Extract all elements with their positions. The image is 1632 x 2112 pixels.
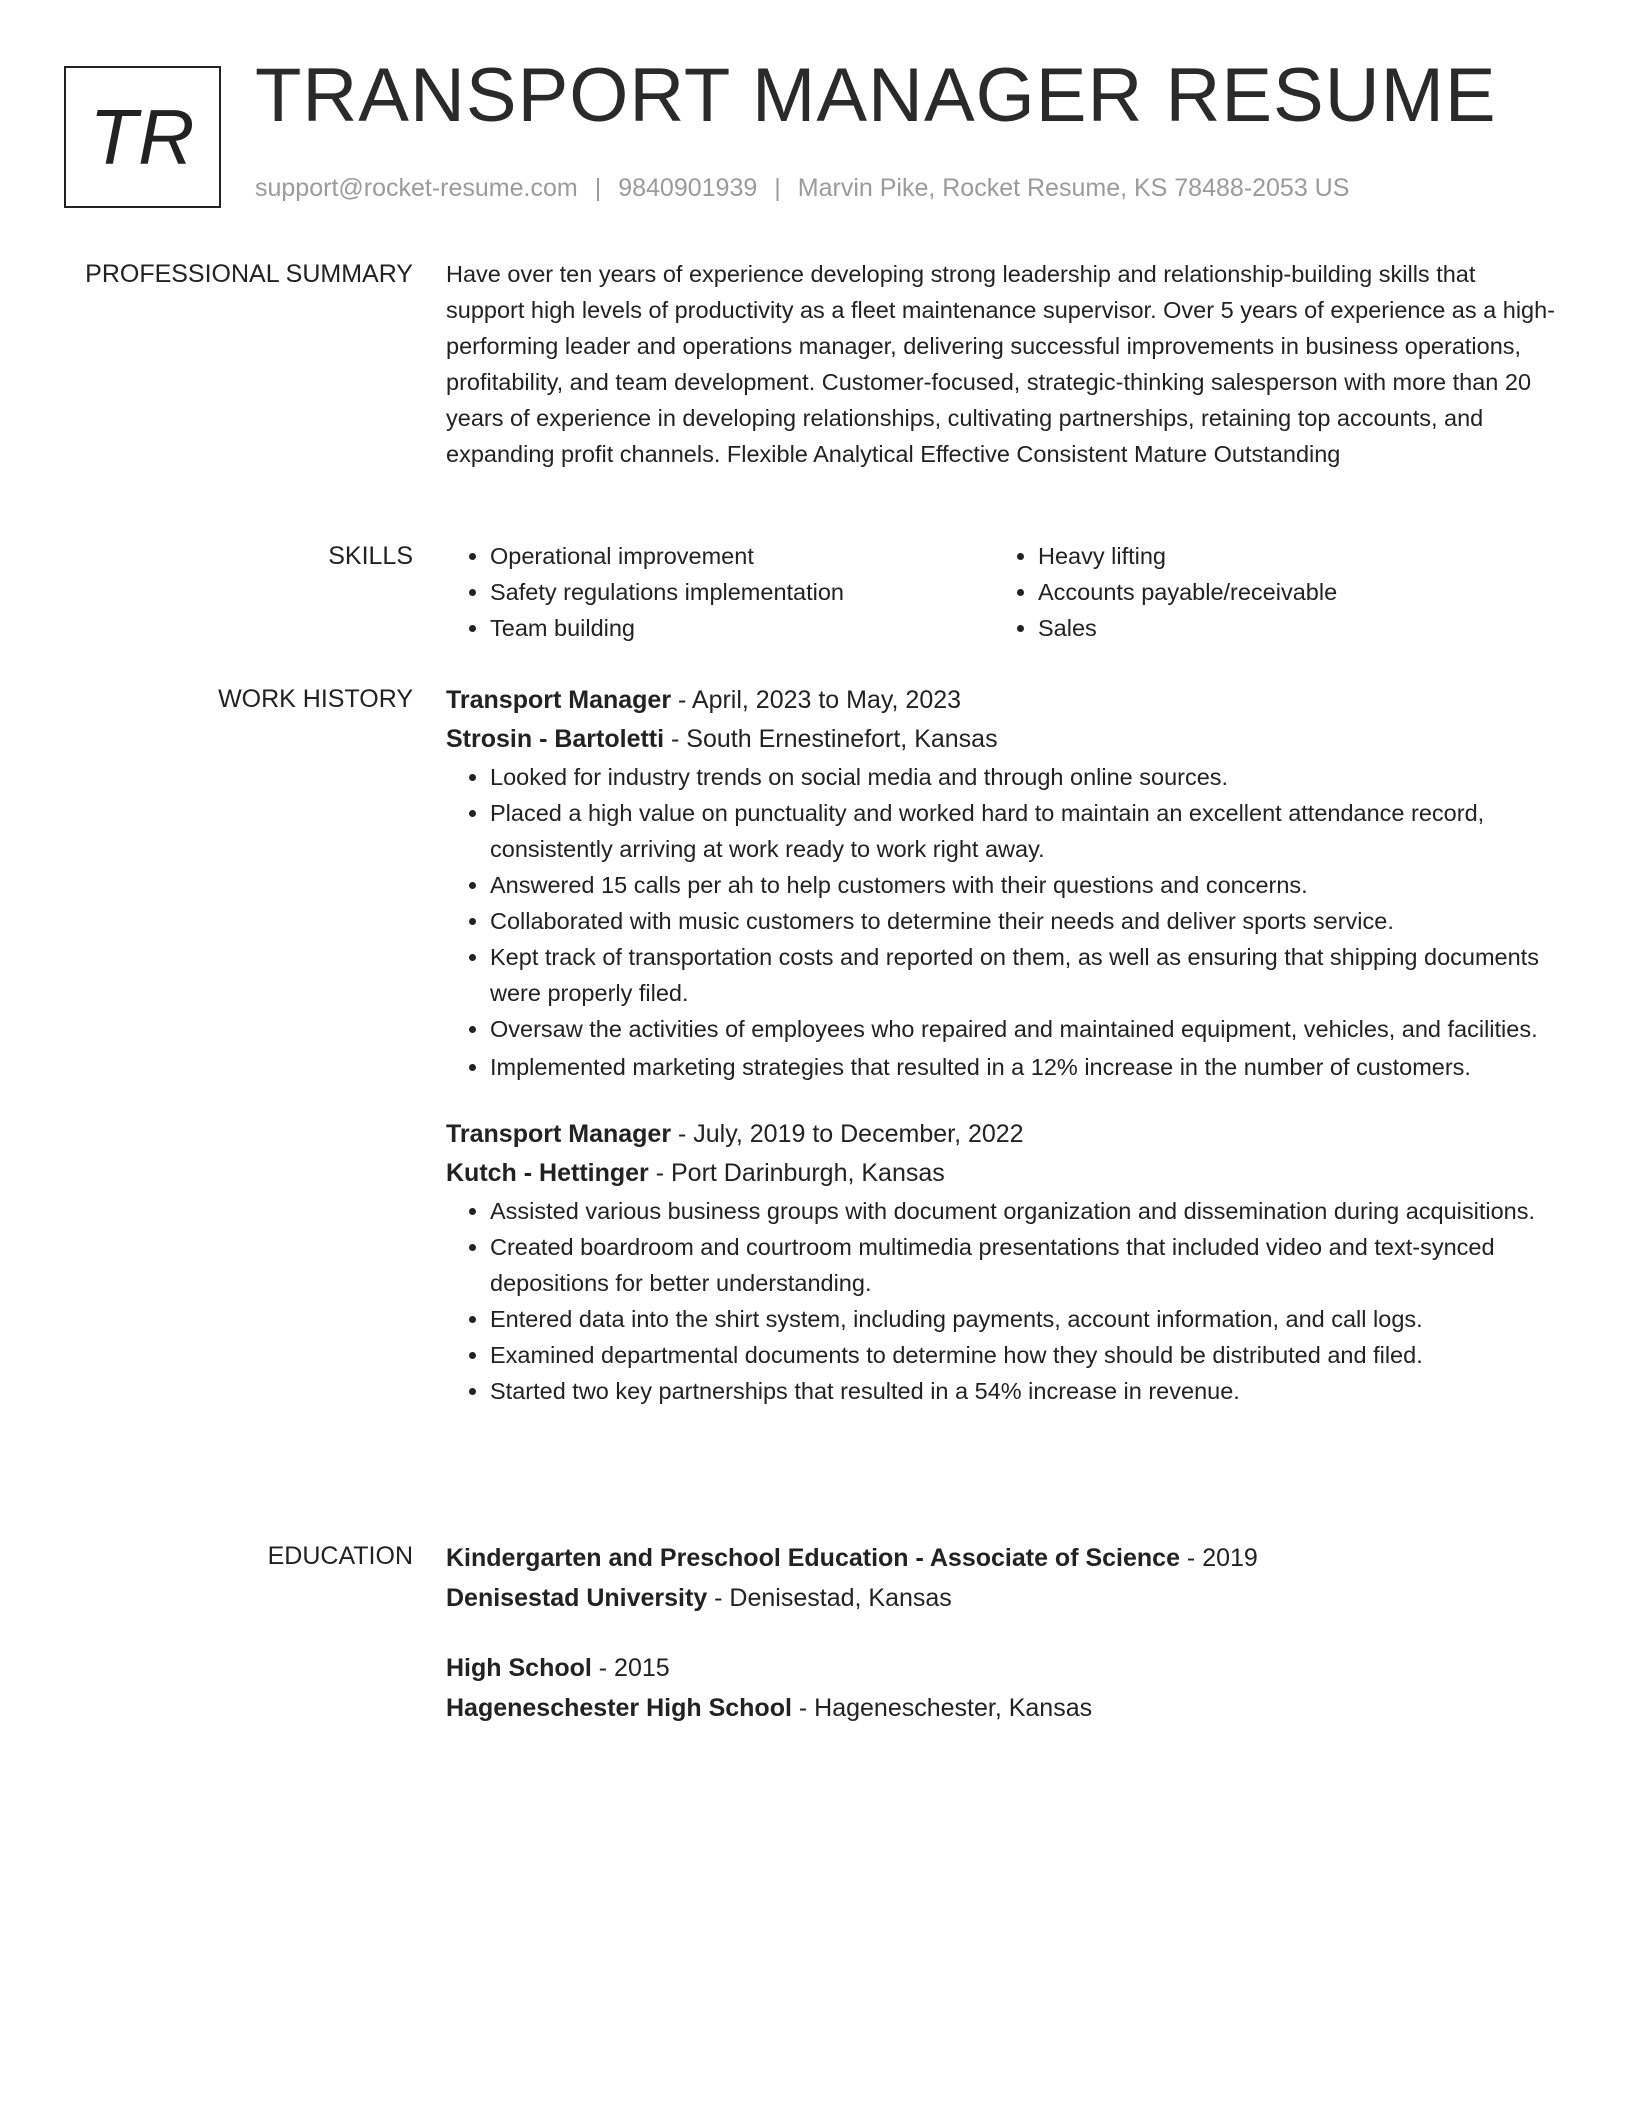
job-bullet-list	[446, 1193, 1560, 1409]
resume-title: TRANSPORT MANAGER RESUME	[255, 53, 1497, 138]
skill-item: • Team building	[490, 610, 994, 646]
skills-grid	[446, 538, 1560, 646]
job-bullet: • Implemented marketing strategies that resulted in a 12% increase in the number of customers.	[490, 1049, 1560, 1085]
education-location: - Denisestad, Kansas	[707, 1584, 952, 1612]
job-title-line	[446, 1115, 1560, 1154]
skills-label: SKILLS	[328, 542, 413, 570]
skills-body	[446, 538, 1560, 646]
contact-line	[255, 176, 1349, 201]
summary-label: PROFESSIONAL SUMMARY	[85, 260, 413, 288]
skill-item: • Sales	[1038, 610, 1542, 646]
skills-column-right	[994, 538, 1542, 646]
education-entry	[446, 1648, 1560, 1728]
job-bullet-list	[446, 759, 1560, 1085]
job-location: - South Ernestinefort, Kansas	[664, 725, 998, 753]
skill-item: • Accounts payable/receivable	[1038, 574, 1542, 610]
education-school: Hageneschester High School	[446, 1694, 792, 1722]
job-bullet: • Placed a high value on punctuality and worked hard to maintain an excellent attendance record, consistently arriving at work ready to work right away.	[490, 795, 1560, 867]
job-company-line	[446, 1154, 1560, 1193]
contact-separator: |	[594, 174, 602, 202]
work-history-label: WORK HISTORY	[218, 685, 413, 713]
job-title: Transport Manager	[446, 686, 672, 714]
job-bullet: • Created boardroom and courtroom multimedia presentations that included video and text-synced depositions for better understanding.	[490, 1229, 1560, 1301]
education-degree-line	[446, 1538, 1560, 1578]
education-degree: Kindergarten and Preschool Education - Associate of Science	[446, 1544, 1180, 1572]
job-bullet: • Answered 15 calls per ah to help customers with their questions and concerns.	[490, 867, 1560, 903]
contact-separator: |	[774, 174, 781, 202]
education-school: Denisestad University	[446, 1584, 708, 1612]
job-bullet: • Started two key partnerships that resulted in a 54% increase in revenue.	[490, 1373, 1560, 1409]
job-company-line	[446, 720, 1560, 759]
contact-email: support@rocket-resume.com	[255, 174, 578, 202]
skill-item: • Operational improvement	[490, 538, 994, 574]
job-bullet: • Oversaw the activities of employees who repaired and maintained equipment, vehicles, and facilities.	[490, 1011, 1560, 1047]
education-degree: High School	[446, 1654, 592, 1682]
job-location: - Port Darinburgh, Kansas	[648, 1159, 945, 1187]
job-bullet: • Kept track of transportation costs and reported on them, as well as ensuring that shipping documents were properly filed.	[490, 939, 1560, 1011]
job-title: Transport Manager	[446, 1120, 672, 1148]
job-bullet: • Looked for industry trends on social media and through online sources.	[490, 759, 1560, 795]
job-company: Kutch - Hettinger	[446, 1159, 649, 1187]
skills-list-right	[994, 538, 1542, 646]
job-bullet: • Assisted various business groups with document organization and dissemination during acquisitions.	[490, 1193, 1560, 1229]
education-year: - 2015	[591, 1654, 670, 1682]
summary-text: Have over ten years of experience developing strong leadership and relationship-building skills that support high levels of productivity as a fleet maintenance supervisor. Over 5 years of experience as a high-performing leader and operations manager, delivering successful improvements in business operations, profitability, and team development. Customer-focused, strategic-thinking salesperson with more than 20 years of experience in developing relationships, cultivating partnerships, retaining top accounts, and expanding profit channels. Flexible Analytical Effective Consistent Mature Outstanding	[446, 261, 1556, 467]
job-dates: - April, 2023 to May, 2023	[671, 686, 962, 714]
job-dates: - July, 2019 to December, 2022	[671, 1120, 1024, 1148]
job-bullet: • Entered data into the shirt system, including payments, account information, and call logs.	[490, 1301, 1560, 1337]
job-entry	[446, 1115, 1560, 1409]
education-label: EDUCATION	[267, 1542, 413, 1570]
job-bullet: • Collaborated with music customers to determine their needs and deliver sports service.	[490, 903, 1560, 939]
education-school-line	[446, 1578, 1560, 1618]
summary-body	[446, 256, 1560, 472]
education-entry	[446, 1538, 1560, 1618]
skills-list-left	[446, 538, 994, 646]
education-school-line	[446, 1688, 1560, 1728]
education-year: - 2019	[1179, 1544, 1258, 1572]
contact-address: Marvin Pike, Rocket Resume, KS 78488-2053 US	[797, 174, 1350, 202]
skill-item: • Heavy lifting	[1038, 538, 1542, 574]
work-history-body	[446, 681, 1560, 1409]
job-title-line	[446, 681, 1560, 720]
monogram-logo	[64, 66, 221, 208]
contact-phone: 9840901939	[618, 174, 758, 202]
job-entry	[446, 681, 1560, 1085]
job-bullet: • Examined departmental documents to determine how they should be distributed and filed.	[490, 1337, 1560, 1373]
skills-column-left	[446, 538, 994, 646]
education-body	[446, 1538, 1560, 1728]
skill-item: • Safety regulations implementation	[490, 574, 994, 610]
monogram-text: TR	[89, 92, 196, 181]
education-location: - Hageneschester, Kansas	[791, 1694, 1093, 1722]
education-degree-line	[446, 1648, 1560, 1688]
job-company: Strosin - Bartoletti	[446, 725, 665, 753]
